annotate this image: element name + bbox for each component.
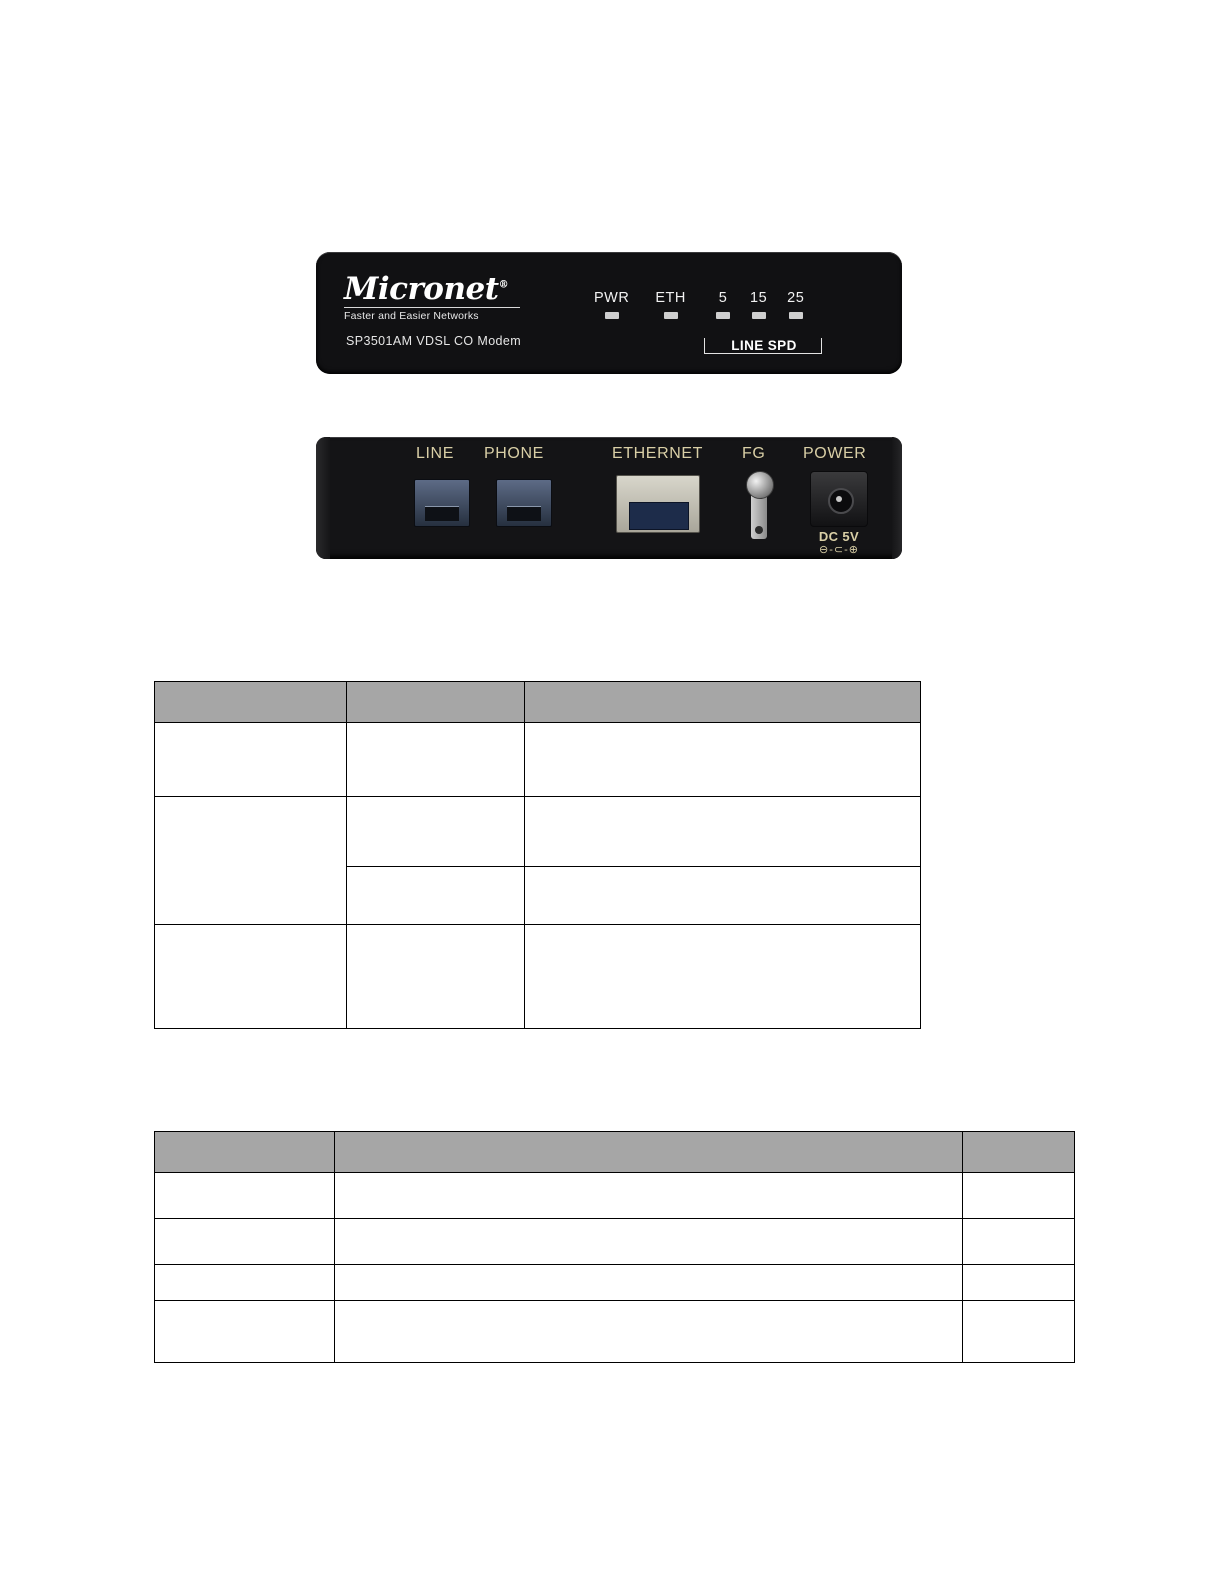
model-label: SP3501AM VDSL CO Modem xyxy=(346,334,522,348)
port-description-table xyxy=(154,1131,1075,1363)
led-pwr-label: PWR xyxy=(594,290,630,306)
port-table-cell xyxy=(963,1173,1075,1219)
status-led-group xyxy=(594,290,686,319)
led-speed-5-label: 5 xyxy=(718,290,728,306)
port-table-cell xyxy=(155,1173,335,1219)
table-row xyxy=(155,1219,1075,1265)
led-speed-25-indicator xyxy=(789,312,803,319)
port-label-ethernet: ETHERNET xyxy=(612,445,704,462)
port-label-fg: FG xyxy=(742,445,766,462)
device-front-panel-image xyxy=(316,252,902,374)
port-label-phone: PHONE xyxy=(484,445,544,462)
port-table-header-2 xyxy=(335,1132,963,1173)
ethernet-port-rj45 xyxy=(616,475,700,533)
port-table-cell xyxy=(155,1265,335,1301)
table-header-row xyxy=(155,682,921,723)
phone-port-rj11 xyxy=(496,479,552,527)
led-speed-25-label: 25 xyxy=(787,290,805,306)
brand-name xyxy=(344,271,554,307)
port-table-header-3 xyxy=(963,1132,1075,1173)
port-table-cell xyxy=(155,1301,335,1363)
brand-tagline: Faster and Easier Networks xyxy=(344,310,479,322)
led-speed-15 xyxy=(750,290,767,319)
led-table-cell xyxy=(155,723,347,797)
led-table-cell xyxy=(525,797,921,867)
led-table-header-3 xyxy=(525,682,921,723)
led-speed-25 xyxy=(787,290,804,319)
table-row xyxy=(155,1265,1075,1301)
led-eth-label: ETH xyxy=(655,290,686,306)
brand-divider xyxy=(344,307,520,308)
led-pwr-indicator xyxy=(605,312,619,319)
power-polarity-icon: ⊖-⊂-⊕ xyxy=(819,544,859,556)
led-speed-15-indicator xyxy=(752,312,766,319)
rear-left-edge xyxy=(316,437,330,559)
led-table-cell xyxy=(155,925,347,1029)
brand-logo xyxy=(344,271,554,322)
port-label-line: LINE xyxy=(416,445,454,462)
device-rear-panel-image xyxy=(316,437,902,559)
registered-mark-icon: ® xyxy=(498,279,509,291)
line-speed-group-label: LINE SPD xyxy=(718,338,810,353)
led-eth-indicator xyxy=(664,312,678,319)
power-rating-label: DC 5V xyxy=(818,529,860,544)
led-table-cell xyxy=(347,867,525,925)
led-speed-5-indicator xyxy=(716,312,730,319)
port-table-cell xyxy=(335,1173,963,1219)
led-pwr xyxy=(594,290,629,319)
port-table-cell xyxy=(963,1265,1075,1301)
port-table-cell xyxy=(335,1301,963,1363)
port-table-cell xyxy=(155,1219,335,1265)
frame-ground-screw-icon xyxy=(746,471,774,499)
table-row xyxy=(155,723,921,797)
port-table-cell xyxy=(963,1301,1075,1363)
led-table-cell xyxy=(347,723,525,797)
led-table-header-1 xyxy=(155,682,347,723)
led-table-cell xyxy=(525,925,921,1029)
port-label-power: POWER xyxy=(803,445,867,462)
led-speed-15-label: 15 xyxy=(750,290,768,306)
table-row xyxy=(155,925,921,1029)
port-table-cell xyxy=(963,1219,1075,1265)
table-row xyxy=(155,1173,1075,1219)
led-table-cell xyxy=(347,797,525,867)
led-speed-5 xyxy=(716,290,730,319)
port-table-cell xyxy=(335,1265,963,1301)
led-description-table xyxy=(154,681,921,1029)
line-port-rj11 xyxy=(414,479,470,527)
table-row xyxy=(155,797,921,867)
table-row xyxy=(155,1301,1075,1363)
led-table-cell xyxy=(155,797,347,925)
led-table-cell xyxy=(525,723,921,797)
power-jack xyxy=(810,471,868,527)
table-header-row xyxy=(155,1132,1075,1173)
led-table-header-2 xyxy=(347,682,525,723)
port-table-header-1 xyxy=(155,1132,335,1173)
led-eth xyxy=(655,290,686,319)
port-table-cell xyxy=(335,1219,963,1265)
brand-name-text: Micronet xyxy=(344,271,499,307)
led-table-cell xyxy=(525,867,921,925)
rear-right-edge xyxy=(892,437,902,559)
line-speed-led-group xyxy=(716,290,824,353)
led-table-cell xyxy=(347,925,525,1029)
